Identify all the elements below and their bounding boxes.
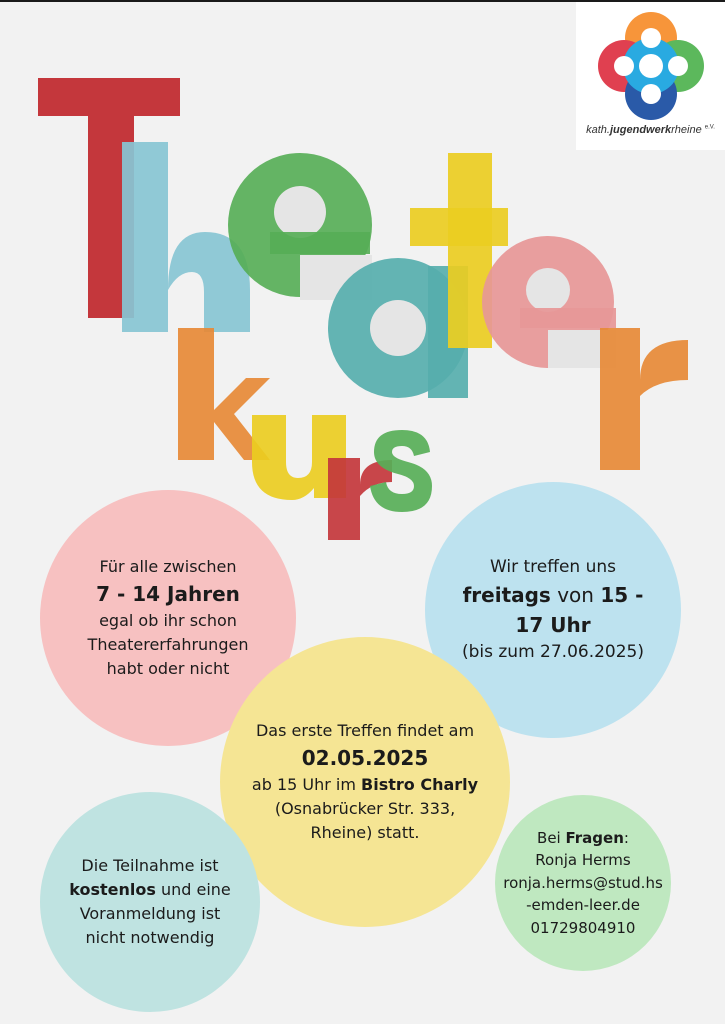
age-range: 7 - 14 Jahren [96, 582, 240, 606]
age-line3: egal ob ihr schon [99, 611, 237, 630]
logo-text-suffix: rheine [671, 124, 702, 136]
first-address: (Osnabrücker Str. 333, [274, 799, 456, 818]
first-line1: Das erste Treffen findet am [255, 721, 475, 740]
logo-text-prefix: kath. [586, 124, 610, 136]
first-date: 02.05.2025 [301, 746, 429, 770]
cost-line4: nicht notwendig [85, 928, 215, 947]
contact-email-1[interactable]: ronja.herms@stud.hs [503, 873, 663, 892]
cost-info-circle [40, 792, 260, 1012]
logo-text-ev: e.V. [704, 124, 715, 131]
age-line5: habt oder nicht [106, 659, 230, 678]
first-meeting-circle [220, 637, 510, 927]
contact-prefix: Bei [537, 828, 566, 847]
contact-questions: Fragen [565, 828, 624, 847]
contact-email-2[interactable]: -emden-leer.de [526, 896, 640, 915]
logo-text-bold: jugendwerk [609, 124, 672, 136]
time-line1: Wir treffen uns [489, 556, 617, 577]
time-end: 17 Uhr [515, 613, 591, 637]
time-start: 15 - [600, 583, 644, 607]
cost-line3: Voranmeldung ist [79, 904, 221, 923]
time-day: freitags [462, 583, 551, 607]
time-mid: von [550, 583, 601, 607]
cost-line2: und eine [155, 880, 231, 899]
letter-k [178, 328, 214, 460]
contact-circle [495, 795, 671, 971]
cost-free: kostenlos [69, 880, 156, 899]
age-line1: Für alle zwischen [99, 557, 237, 576]
letter-h-stem [122, 142, 168, 332]
letter-r2 [328, 458, 360, 540]
cost-line1: Die Teilnahme ist [81, 856, 219, 875]
first-line3: ab 15 Uhr im [251, 775, 362, 794]
contact-phone[interactable]: 01729804910 [530, 918, 636, 937]
letter-r1 [600, 328, 640, 470]
contact-colon: : [623, 828, 629, 847]
first-line5: Rheine) statt. [310, 823, 420, 842]
age-line4: Theatererfahrungen [87, 635, 249, 654]
contact-name: Ronja Herms [535, 851, 631, 870]
time-until: (bis zum 27.06.2025) [461, 642, 645, 662]
first-place: Bistro Charly [361, 775, 479, 794]
